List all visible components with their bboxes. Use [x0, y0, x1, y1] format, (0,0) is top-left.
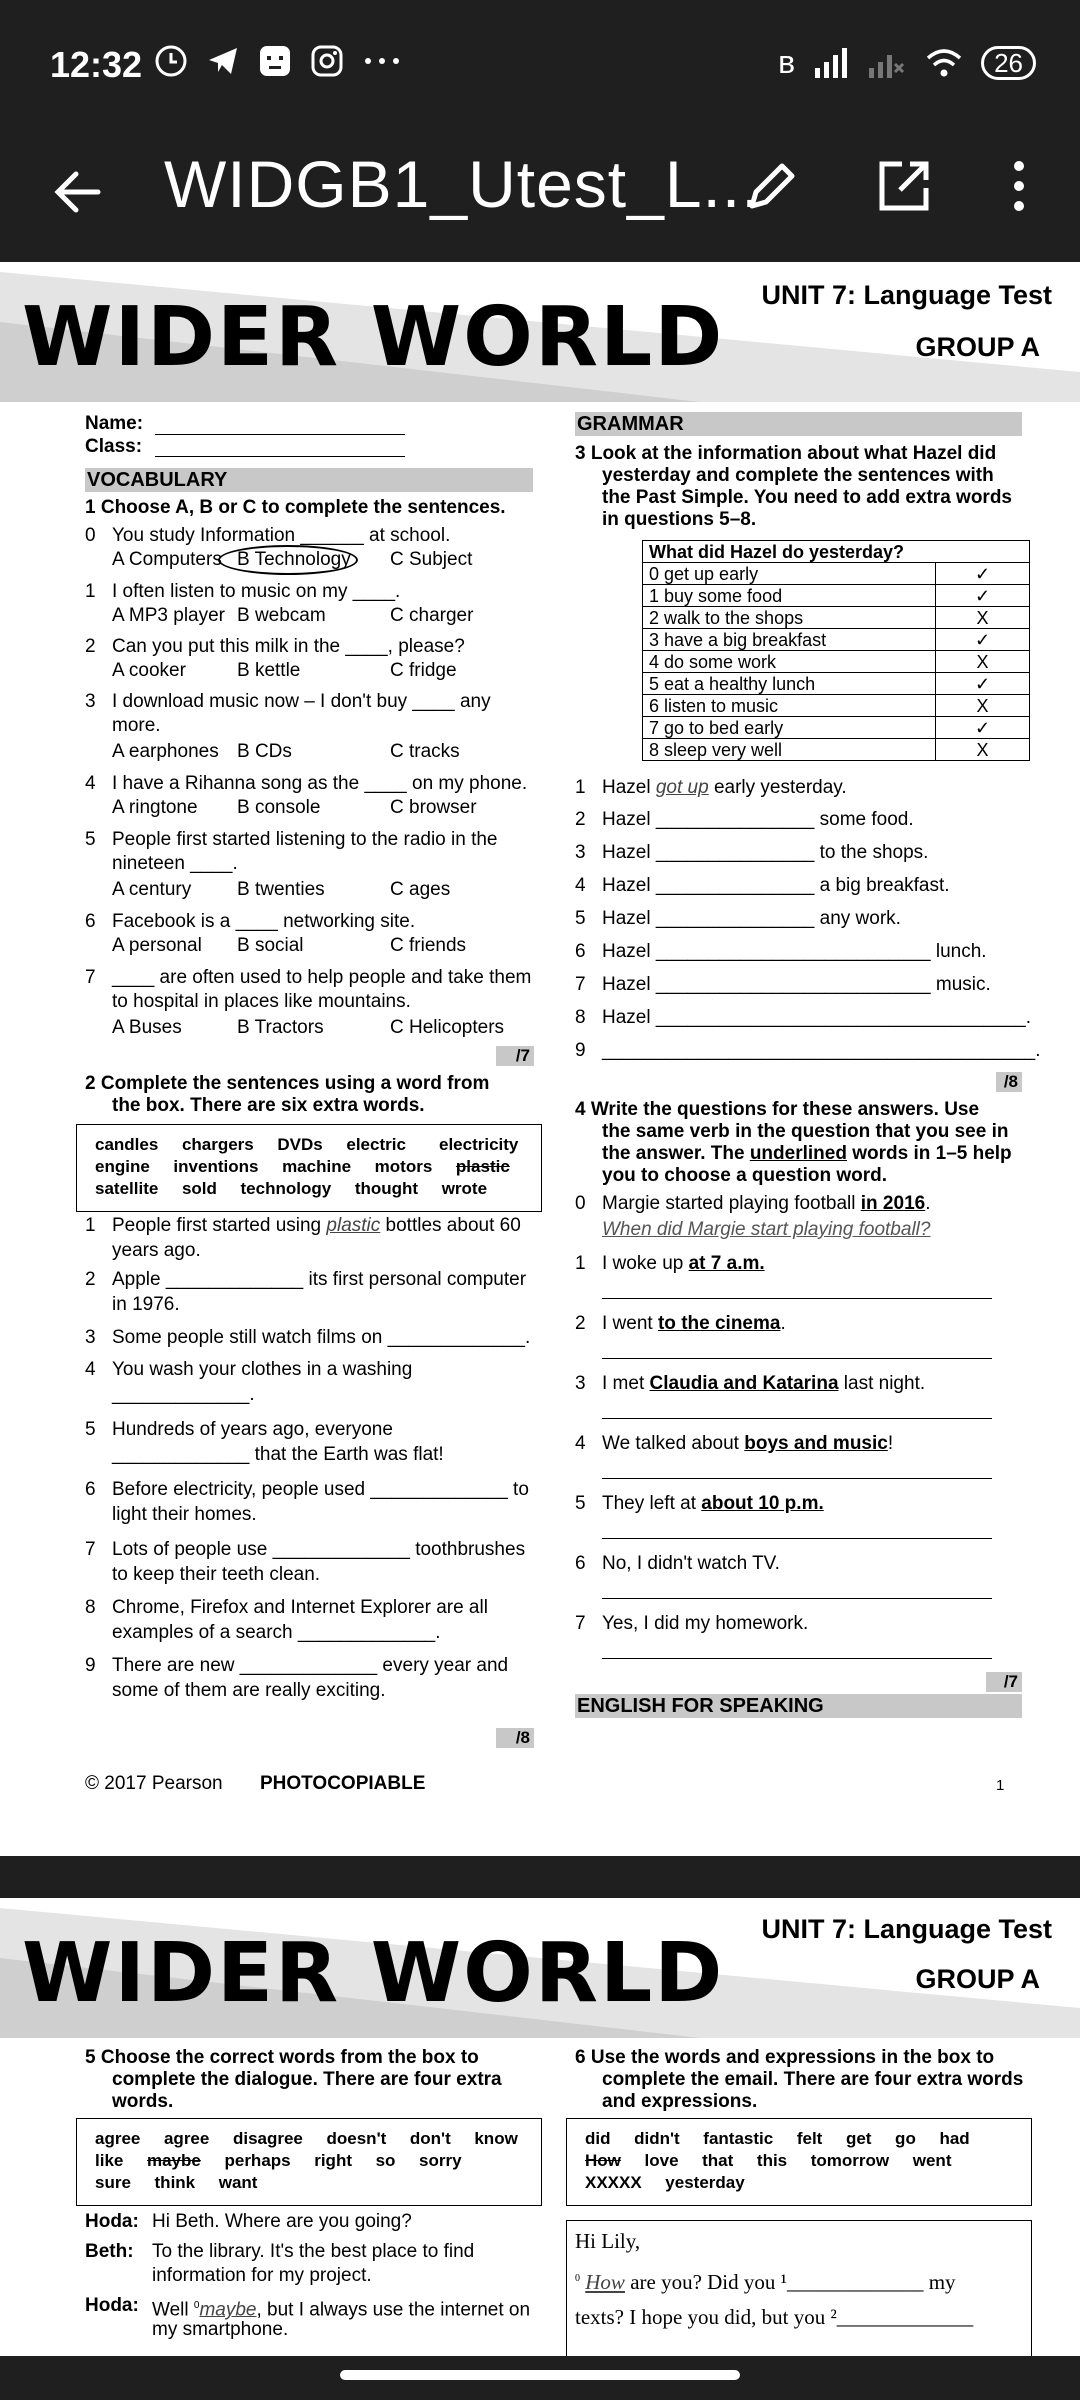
- speaker-name: Hoda:: [85, 2211, 139, 2232]
- item-number: 4: [575, 875, 586, 896]
- table-header-row: [643, 541, 1030, 563]
- navigation-bar: [0, 2356, 1080, 2400]
- handwritten-answer: How: [585, 2270, 625, 2294]
- email-line: $^0$ How are you? Did you ¹_____________ my: [575, 2270, 956, 2294]
- option-b: B console: [237, 797, 321, 818]
- activity-cell: 8 sleep very well: [643, 739, 936, 761]
- underlined-words: in 2016: [860, 1193, 926, 1214]
- item-sentence: I have a Rihanna song as the ____ on my phone.: [112, 773, 528, 794]
- q5: 5 Choose the correct words from the box to: [85, 2047, 479, 2068]
- sentence-cont: some of them are really exciting.: [112, 1680, 386, 1701]
- sentence: There are new _____________ every year and: [112, 1655, 509, 1676]
- sentence: Hundreds of years ago, everyone: [112, 1419, 393, 1440]
- activity-cell: 1 buy some food: [643, 585, 936, 607]
- word-box: [76, 2118, 542, 2206]
- more-notifications-icon: [362, 44, 402, 78]
- text: early yesterday.: [713, 777, 847, 798]
- notification-icons: [154, 44, 402, 78]
- sentence-cont: years ago.: [112, 1240, 201, 1261]
- table-row: [643, 651, 1030, 673]
- vocab-q1: 1 Choose A, B or C to complete the sentences.: [85, 497, 506, 518]
- word-box: [566, 2118, 1032, 2206]
- vocab-q2-cont: the box. There are six extra words.: [112, 1095, 425, 1116]
- text: Hazel: [602, 777, 651, 798]
- activity-cell: 7 go to bed early: [643, 717, 936, 739]
- word-box-row: [95, 1177, 487, 1201]
- answer-sentence: [602, 1492, 824, 1516]
- item-number: 2: [85, 1269, 96, 1290]
- table-row: [643, 563, 1030, 585]
- answer-sentence: No, I didn't watch TV.: [602, 1553, 780, 1574]
- item-number: 7: [85, 1539, 96, 1560]
- option-a: A earphones: [112, 741, 219, 762]
- word: chargers: [181, 1135, 254, 1154]
- text: last night.: [843, 1373, 926, 1394]
- email-box: [566, 2220, 1032, 2356]
- word-box-row: did didn't fantastic felt get go had: [585, 2129, 970, 2148]
- name-line: [155, 434, 405, 435]
- sentence: Before electricity, people used _____________ to: [112, 1479, 529, 1500]
- dialogue-line-cont: information for my project.: [152, 2265, 372, 2286]
- item-sentence: People first started listening to the radio in the: [112, 829, 498, 850]
- word: technology: [240, 1179, 332, 1198]
- answer-sentence: Margie started playing football in 2016.: [602, 1193, 931, 1214]
- home-gesture-bar[interactable]: [340, 2370, 740, 2380]
- back-arrow-icon[interactable]: [50, 164, 106, 220]
- system-icons: [778, 44, 1036, 81]
- option-b: B CDs: [237, 741, 292, 762]
- grammar-q4-cont: you to choose a question word.: [602, 1165, 888, 1186]
- word: motors: [374, 1157, 433, 1176]
- answer-circle: [218, 545, 358, 575]
- word: perhaps right so sorry: [200, 2151, 462, 2170]
- option-b: B social: [237, 935, 304, 956]
- option-c: C Helicopters: [390, 1017, 505, 1038]
- table-row: [643, 717, 1030, 739]
- clock-icon: [154, 44, 188, 78]
- item-number: 6: [575, 1553, 586, 1574]
- score-box: /8: [496, 1728, 534, 1748]
- mark-cell: ✓: [936, 673, 1030, 695]
- underlined-words: Claudia and Katarina: [649, 1373, 839, 1394]
- page-number: 1: [996, 1777, 1005, 1794]
- mark-cell: ✓: [936, 563, 1030, 585]
- item-number: 8: [85, 1597, 96, 1618]
- word: like: [95, 2151, 147, 2170]
- signal-2-icon: [867, 46, 907, 80]
- answer-sentence: Yes, I did my homework.: [602, 1613, 809, 1634]
- grammar-q4: 4 Write the questions for these answers. Use: [575, 1099, 980, 1120]
- item-sentence: I often listen to music on my ____.: [112, 581, 401, 602]
- option-c: C friends: [390, 935, 467, 956]
- item-number: 5: [85, 829, 96, 850]
- handwritten-question: When did Margie start playing football?: [602, 1219, 931, 1240]
- mark-cell: X: [936, 651, 1030, 673]
- word-box-row: sure think want: [95, 2173, 258, 2192]
- handwritten-answer: got up: [655, 777, 709, 798]
- item-number: 5: [575, 908, 586, 929]
- open-external-icon[interactable]: [874, 156, 934, 216]
- dialogue-line: Well $^0$maybe, but I always use the internet on: [152, 2299, 531, 2321]
- option-b: B twenties: [237, 879, 325, 900]
- item-number: 1: [575, 1253, 586, 1274]
- answer-line: [602, 1538, 992, 1539]
- sentence: Hazel ___________________________________.: [602, 1007, 1031, 1028]
- answer-line: [602, 1658, 992, 1659]
- option-a: A century: [112, 879, 192, 900]
- sentence: Hazel __________________________ music.: [602, 974, 991, 995]
- table-row: [643, 695, 1030, 717]
- activity-cell: 2 walk to the shops: [643, 607, 936, 629]
- sentence: [602, 776, 847, 800]
- underlined-words: about 10 p.m.: [701, 1493, 824, 1514]
- sentence: Some people still watch films on _____________.: [112, 1327, 531, 1348]
- option-a: A personal: [112, 935, 202, 956]
- sentence-cont: examples of a search _____________.: [112, 1622, 441, 1643]
- table-row: [643, 629, 1030, 651]
- word: electric: [346, 1135, 406, 1154]
- option-a: A Computers: [112, 549, 222, 570]
- class-label: Class:: [85, 436, 143, 457]
- underlined-words: at 7 a.m.: [688, 1253, 765, 1274]
- vocab-q2: 2 Complete the sentences using a word from: [85, 1073, 490, 1094]
- group-label: GROUP A: [915, 332, 1040, 362]
- english-for-speaking-heading: ENGLISH FOR SPEAKING: [575, 1694, 1022, 1718]
- item-number: 5: [575, 1493, 586, 1514]
- item-number: 2: [575, 809, 586, 830]
- q6-cont: complete the email. There are four extra words: [602, 2069, 1024, 2090]
- mark-cell: ✓: [936, 717, 1030, 739]
- item-number: 2: [575, 1313, 586, 1334]
- word: wrote: [441, 1179, 488, 1198]
- option-a: A ringtone: [112, 797, 198, 818]
- word: machine: [282, 1157, 352, 1176]
- grammar-q3: 3 Look at the information about what Hazel did: [575, 443, 997, 464]
- item-number: 1: [85, 1215, 96, 1236]
- option-a: A cooker: [112, 660, 186, 681]
- item-sentence: You study Information ______ at school.: [112, 525, 451, 546]
- name-label: Name:: [85, 413, 144, 434]
- activity-cell: 4 do some work: [643, 651, 936, 673]
- sentence-cont: light their homes.: [112, 1504, 257, 1525]
- word-crossed: plastic: [455, 1157, 510, 1176]
- item-number: 1: [575, 777, 586, 798]
- item-number: 4: [85, 773, 96, 794]
- text: People first started using: [112, 1215, 322, 1236]
- item-number: 2: [85, 636, 96, 657]
- word: sold: [181, 1179, 217, 1198]
- email-greeting: Hi Lily,: [575, 2229, 641, 2253]
- item-number: 3: [85, 1327, 96, 1348]
- sentence-cont: _____________ that the Earth was flat!: [112, 1444, 444, 1465]
- q5-cont: complete the dialogue. There are four extra: [112, 2069, 502, 2090]
- item-number: 6: [575, 941, 586, 962]
- dialogue-line: Hi Beth. Where are you going?: [152, 2211, 412, 2232]
- telegram-icon: [206, 44, 240, 78]
- sentence: You wash your clothes in a washing: [112, 1359, 413, 1380]
- sentence: Hazel _______________ to the shops.: [602, 842, 929, 863]
- group-label: GROUP A: [915, 1964, 1040, 1994]
- text: I went: [602, 1313, 653, 1334]
- activity-cell: 3 have a big breakfast: [643, 629, 936, 651]
- wider-world-logo: WIDER WORLD: [22, 1926, 725, 2021]
- answer-sentence: [602, 1372, 925, 1396]
- sentence: Apple _____________ its first personal computer: [112, 1269, 527, 1290]
- item-number: 0: [85, 525, 96, 546]
- score-box: /7: [496, 1046, 534, 1066]
- mark-cell: ✓: [936, 585, 1030, 607]
- item-number: 3: [575, 842, 586, 863]
- word-box-row: XXXXX yesterday: [585, 2173, 745, 2192]
- item-sentence: Facebook is a ____ networking site.: [112, 911, 416, 932]
- dialogue-line: To the library. It's the best place to find: [152, 2241, 475, 2262]
- mark-cell: ✓: [936, 629, 1030, 651]
- instagram-icon: [310, 44, 344, 78]
- sentence: Hazel _______________ any work.: [602, 908, 901, 929]
- sentence-cont: to keep their teeth clean.: [112, 1564, 321, 1585]
- word: satellite: [95, 1179, 159, 1198]
- text: I woke up: [602, 1253, 684, 1274]
- item-number: 4: [575, 1433, 586, 1454]
- wider-world-logo: WIDER WORLD: [22, 290, 725, 385]
- grammar-q4-cont: the same verb in the question that you see in: [602, 1121, 1009, 1142]
- class-line: [155, 456, 405, 457]
- item-sentence: Can you put this milk in the ____, please?: [112, 636, 465, 657]
- more-options-icon[interactable]: [1004, 156, 1034, 216]
- activity-cell: 6 listen to music: [643, 695, 936, 717]
- underlined-words: boys and music: [744, 1433, 888, 1454]
- word: inventions: [173, 1157, 259, 1176]
- option-b: B Tractors: [237, 1017, 324, 1038]
- item-number: 9: [85, 1655, 96, 1676]
- battery-indicator: 26: [981, 46, 1036, 80]
- sentence: Hazel _______________ a big breakfast.: [602, 875, 950, 896]
- app-toolbar: [0, 128, 1080, 260]
- word-box-row: [95, 1133, 518, 1157]
- word-crossed: maybe: [146, 2151, 201, 2170]
- text: , but I always use the internet on: [256, 2299, 531, 2321]
- copyright: © 2017 Pearson: [85, 1773, 223, 1794]
- grammar-q3-cont: the Past Simple. You need to add extra words: [602, 487, 1013, 508]
- speaker-name: Beth:: [85, 2241, 134, 2262]
- answer-sentence: We talked about boys and music!: [602, 1433, 894, 1454]
- word: thought: [354, 1179, 419, 1198]
- option-c: C ages: [390, 879, 451, 900]
- word: electricity: [438, 1135, 519, 1154]
- sentence-cont: in 1976.: [112, 1294, 180, 1315]
- document-title: WIDGB1_Utest_L...: [164, 147, 761, 221]
- photocopiable-label: PHOTOCOPIABLE: [260, 1773, 426, 1794]
- answer-line: [602, 1298, 992, 1299]
- item-number: 7: [575, 974, 586, 995]
- item-number: 1: [85, 581, 96, 602]
- sentence: Hazel __________________________ lunch.: [602, 941, 987, 962]
- option-c: C charger: [390, 605, 474, 626]
- item-sentence-cont: to hospital in places like mountains.: [112, 991, 411, 1012]
- item-number: 5: [85, 1419, 96, 1440]
- item-number: 8: [575, 1007, 586, 1028]
- sentence: Lots of people use _____________ toothbrushes: [112, 1539, 526, 1560]
- mark-cell: X: [936, 739, 1030, 761]
- word-box-row: [95, 1155, 510, 1179]
- item-sentence-cont: nineteen ____.: [112, 853, 238, 874]
- table-row: [643, 585, 1030, 607]
- option-c: C fridge: [390, 660, 457, 681]
- vocabulary-heading: VOCABULARY: [85, 468, 533, 492]
- option-b: B webcam: [237, 605, 326, 626]
- grammar-q3-cont: in questions 5–8.: [602, 509, 757, 530]
- text: They left at: [602, 1493, 696, 1514]
- app-face-icon: [258, 44, 292, 78]
- text: are you? Did you ¹_____________ my: [630, 2270, 956, 2294]
- activity-cell: 5 eat a healthy lunch: [643, 673, 936, 695]
- word: love that this tomorrow went: [620, 2151, 952, 2170]
- word-box-row: agree agree disagree doesn't don't know: [95, 2129, 518, 2148]
- score-box: /7: [986, 1672, 1022, 1692]
- table-row: [643, 739, 1030, 761]
- text: We talked about: [602, 1433, 739, 1454]
- wifi-icon: [925, 46, 963, 80]
- status-time: 12:32: [50, 44, 143, 85]
- option-a: A Buses: [112, 1017, 182, 1038]
- answer-line: [602, 1598, 992, 1599]
- word-box-row: [585, 2149, 951, 2173]
- table-row: [643, 673, 1030, 695]
- sentence: [112, 1214, 521, 1238]
- word-box: [76, 1124, 542, 1212]
- mark-cell: X: [936, 607, 1030, 629]
- q6-cont: and expressions.: [602, 2091, 758, 2112]
- answer-sentence: [602, 1252, 765, 1276]
- item-sentence: I download music now – I don't buy ____ any: [112, 691, 491, 712]
- edit-pencil-icon[interactable]: [742, 156, 802, 216]
- unit-title: UNIT 7: Language Test: [761, 280, 1052, 310]
- bluetooth-icon: ʙ: [778, 44, 796, 80]
- item-number: 3: [85, 691, 96, 712]
- underlined-words: to the cinema: [657, 1313, 781, 1334]
- item-number: 7: [575, 1613, 586, 1634]
- answer-line: [602, 1478, 992, 1479]
- speaker-name: Hoda:: [85, 2295, 139, 2316]
- grammar-q3-cont: yesterday and complete the sentences with: [602, 465, 994, 486]
- grammar-q4-cont: the answer. The underlined words in 1–5 help: [602, 1143, 1012, 1164]
- signal-icon: [813, 46, 849, 80]
- option-a: A MP3 player: [112, 605, 225, 626]
- item-number: 6: [85, 911, 96, 932]
- sentence: Chrome, Firefox and Internet Explorer are all: [112, 1597, 488, 1618]
- answer-sentence: I went to the cinema.: [602, 1313, 786, 1334]
- grammar-heading: GRAMMAR: [575, 412, 1022, 436]
- email-line: texts? I hope you did, but you ²_____________: [575, 2305, 974, 2329]
- option-b: B Technology: [237, 549, 351, 570]
- hazel-table: [642, 540, 1030, 761]
- sentence: _________________________________________.: [602, 1040, 1041, 1061]
- sentence-cont: _____________.: [112, 1384, 255, 1405]
- item-number: 9: [575, 1040, 586, 1061]
- score-box: /8: [996, 1072, 1022, 1092]
- text: Margie started playing football: [602, 1193, 856, 1214]
- item-sentence-cont: more.: [112, 715, 161, 736]
- handwritten-answer: plastic: [326, 1215, 381, 1236]
- word: candles: [95, 1135, 159, 1154]
- document-page-1: [0, 262, 1080, 1856]
- document-page-2: [0, 1898, 1080, 2356]
- answer-line: [602, 1358, 992, 1359]
- text: Well: [152, 2299, 189, 2321]
- table-row: [643, 607, 1030, 629]
- item-sentence: ____ are often used to help people and take them: [112, 967, 532, 988]
- option-c: C Subject: [390, 549, 473, 570]
- handwritten-answer: maybe: [199, 2299, 257, 2321]
- word-box-row: [95, 2149, 462, 2173]
- item-number: 4: [85, 1359, 96, 1380]
- item-number: 3: [575, 1373, 586, 1394]
- table-header: What did Hazel do yesterday?: [643, 541, 1030, 563]
- q6: 6 Use the words and expressions in the box to: [575, 2047, 995, 2068]
- sentence: Hazel _______________ some food.: [602, 809, 914, 830]
- word: engine: [95, 1157, 150, 1176]
- word: DVDs: [277, 1135, 323, 1154]
- q5-cont: words.: [112, 2091, 174, 2112]
- activity-cell: 0 get up early: [643, 563, 936, 585]
- unit-title: UNIT 7: Language Test: [761, 1914, 1052, 1944]
- option-c: C tracks: [390, 741, 460, 762]
- mark-cell: X: [936, 695, 1030, 717]
- text: I met: [602, 1373, 645, 1394]
- text: bottles about 60: [385, 1215, 521, 1236]
- option-b: B kettle: [237, 660, 301, 681]
- answer-line: [602, 1418, 992, 1419]
- option-c: C browser: [390, 797, 477, 818]
- item-number: 0: [575, 1193, 586, 1214]
- status-bar: [0, 0, 1080, 128]
- item-number: 6: [85, 1479, 96, 1500]
- item-number: 7: [85, 967, 96, 988]
- dialogue-line-cont: my smartphone.: [152, 2319, 289, 2340]
- word-crossed: How: [585, 2151, 621, 2170]
